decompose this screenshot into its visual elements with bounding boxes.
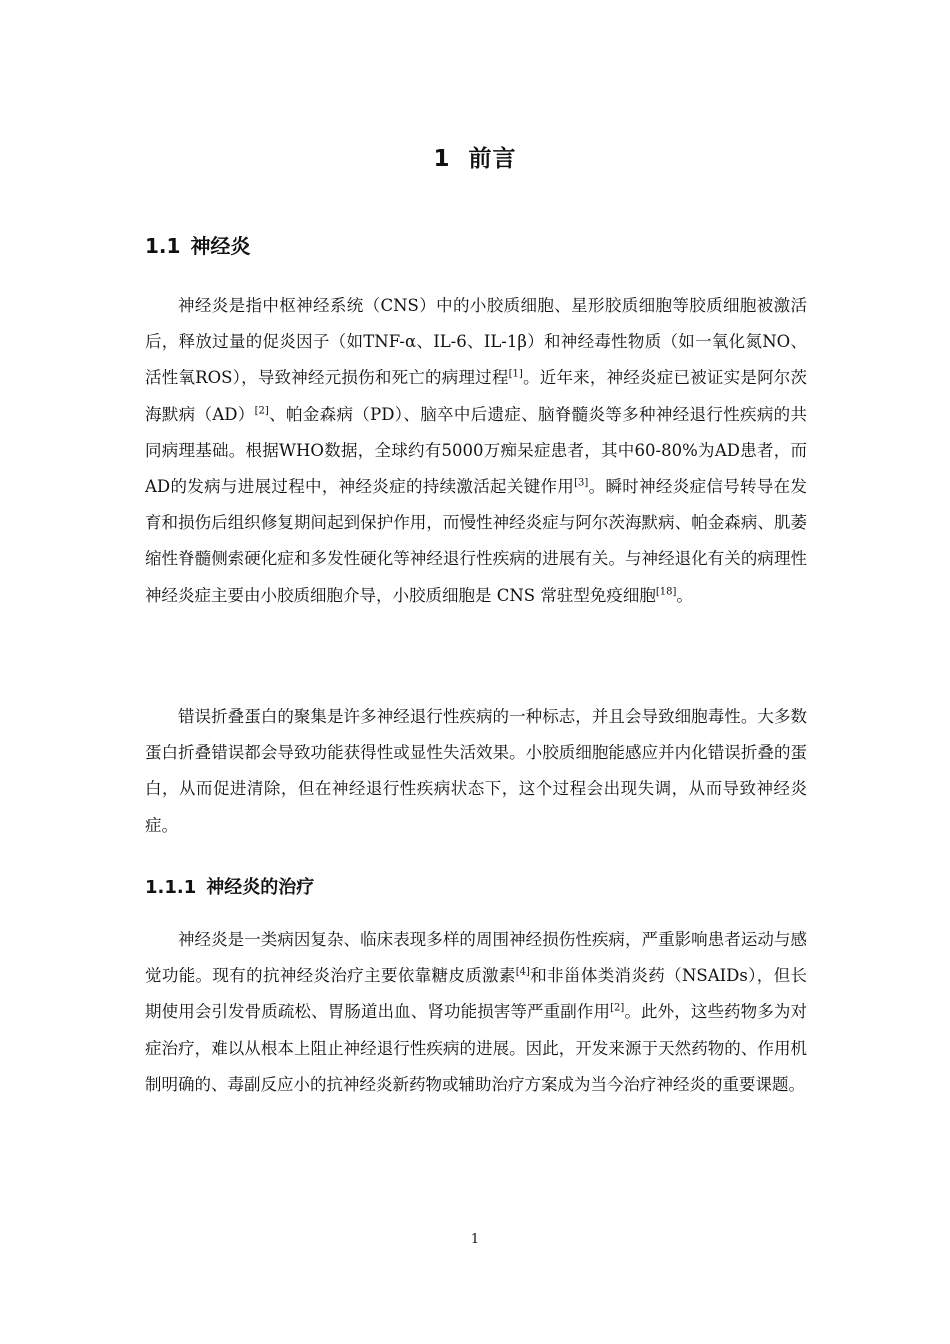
chapter-heading	[0, 140, 950, 173]
citation-ref: [1]	[508, 368, 523, 380]
chapter-title-text: 前言	[468, 146, 517, 172]
section-title-text: 神经炎	[190, 234, 251, 258]
paragraph-text: 错误折叠蛋白的聚集是许多神经退行性疾病的一种标志，并且会导致细胞毒性。大多数蛋白折叠错误都会导致功能获得性或显性失活效果。小胶质细胞能感应并内化错误折叠的蛋白，从而促进清除，但在神经退行性疾病状态下，这个过程会出现失调，从而导致神经炎症。	[145, 707, 807, 835]
paragraph-neuroinflammation-definition	[145, 288, 807, 614]
section-number: 1.1	[145, 234, 181, 258]
citation-ref: [2]	[254, 405, 269, 417]
paragraph-treatment	[145, 922, 807, 1103]
paragraph-text: 和非甾体类消炎药（NSAIDs），但长期使用会引发骨质疏松、胃肠道出血、肾功能损害等严重副作用	[145, 966, 807, 1022]
citation-ref: [3]	[574, 477, 589, 489]
paragraph-text: 、帕金森病（PD）、脑卒中后遗症、脑脊髓炎等多种神经退行性疾病的共同病理基础。根据WHO数据，全球约有5000万痴呆症患者，其中60-80%为AD患者，而AD的发病与进展过程中，神经炎症的持续激活起关键作用	[145, 404, 807, 497]
citation-ref: [4]	[515, 966, 530, 978]
paragraph-text: 。瞬时神经炎症信号转导在发育和损伤后组织修复期间起到保护作用，而慢性神经炎症与阿尔茨海默病、帕金森病、肌萎缩性脊髓侧索硬化症和多发性硬化等神经退行性疾病的进展有关。与神经退化有关的病理性神经炎症主要由小胶质细胞介导，小胶质细胞是 CNS 常驻型免疫细胞	[145, 477, 807, 605]
citation-ref: [2]	[610, 1002, 625, 1014]
subsection-number: 1.1.1	[145, 877, 197, 898]
paragraph-misfolded-proteins	[145, 699, 807, 844]
paragraph-text: 。	[676, 585, 693, 605]
paragraph-text: 神经炎是指中枢神经系统（CNS）中的小胶质细胞、星形胶质细胞等胶质细胞被激活后，释放过量的促炎因子（如TNF-α、IL-6、IL-1β）和神经毒性物质（如一氧化氮NO、活性氧ROS），导致神经元损伤和死亡的病理过程	[145, 296, 807, 388]
chapter-number: 1	[433, 146, 451, 172]
citation-ref: [18]	[655, 586, 677, 598]
paragraph-text: 。此外，这些药物多为对症治疗，难以从根本上阻止神经退行性疾病的进展。因此，开发来源于天然药物的、作用机制明确的、毒副反应小的抗神经炎新药物或辅助治疗方案成为当今治疗神经炎的重要课题。	[145, 1002, 808, 1094]
paragraph-text: 神经炎是一类病因复杂、临床表现多样的周围神经损伤性疾病，严重影响患者运动与感觉功能。现有的抗神经炎治疗主要依靠糖皮质激素	[145, 930, 807, 986]
subsection-title-text: 神经炎的治疗	[206, 877, 315, 898]
paragraph-text: 。近年来，神经炎症已被证实是阿尔茨海默病（AD）	[145, 368, 807, 424]
subsection-heading	[145, 873, 314, 899]
section-heading	[145, 230, 250, 259]
page-number: 1	[470, 1232, 480, 1247]
